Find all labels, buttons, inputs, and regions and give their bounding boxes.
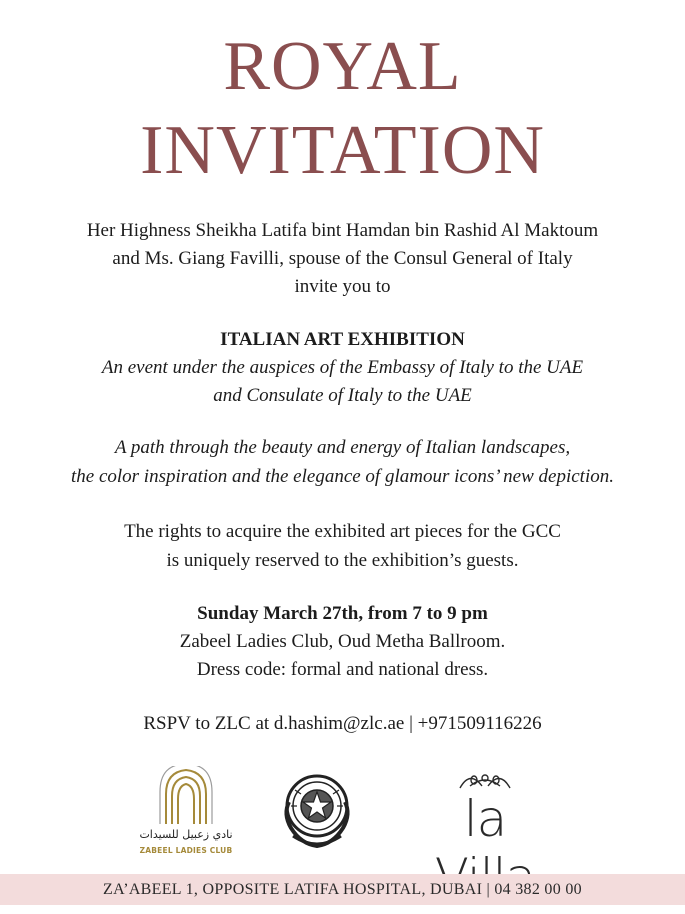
hosts-line-1: Her Highness Sheikha Latifa bint Hamdan bin Rashid Al Maktoum [86,220,599,241]
rsvp-line: RSPV to ZLC at d.hashim@zlc.ae | +971509116226 [143,713,542,734]
title-royal: ROYAL [223,28,462,105]
hosts-line-2: and Ms. Giang Favilli, spouse of the Consul General of Italy [112,248,573,269]
zabeel-ladies-club-logo [138,766,234,862]
rights-line-1: The rights to acquire the exhibited art pieces for the GCC [124,521,561,542]
event-date: Sunday March 27th, from 7 to 9 pm [197,603,488,624]
event-name: ITALIAN ART EXHIBITION [220,329,465,350]
title-invitation: INVITATION [140,112,545,189]
italian-republic-emblem-icon [279,766,355,856]
la-villa-wordmark: la [463,790,507,848]
description-line-2: the color inspiration and the elegance of glamour icons’ new depiction. [70,466,614,487]
dress-code: Dress code: formal and national dress. [196,659,489,680]
auspices-line-1: An event under the auspices of the Embassy of Italy to the UAE [101,357,584,378]
italian-emblem-logo [279,766,355,856]
description-line-1: A path through the beauty and energy of Italian landscapes, [114,437,571,458]
rights-line-2: is uniquely reserved to the exhibition’s guests. [166,550,519,571]
auspices-line-2: and Consulate of Italy to the UAE [213,385,472,406]
hosts-line-3: invite you to [294,276,391,297]
la-villa-logo [410,768,560,858]
zlc-arabic-name: نادي زعبيل للسيدات [139,828,233,841]
zlc-english-name: ZABEEL LADIES CLUB [139,846,233,855]
footer-address: ZA’ABEEL 1, OPPOSITE LATIFA HOSPITAL, DUBAI | 04 382 00 00 [0,874,685,905]
event-venue: Zabeel Ladies Club, Oud Metha Ballroom. [179,631,506,652]
zlc-arch-icon [138,766,234,826]
